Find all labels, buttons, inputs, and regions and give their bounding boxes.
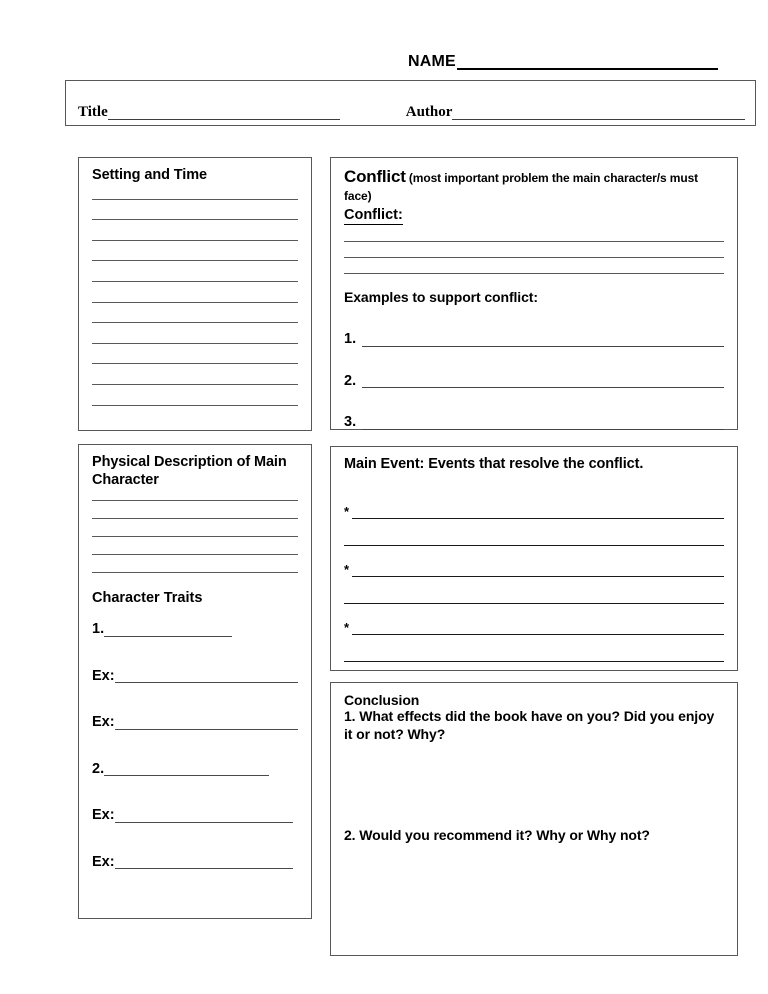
- author-blank-line[interactable]: [452, 108, 745, 120]
- title-author-box: [65, 80, 756, 126]
- writing-line[interactable]: [92, 199, 298, 200]
- writing-line[interactable]: [92, 322, 298, 323]
- writing-line[interactable]: [92, 500, 298, 501]
- main-event-box: [330, 446, 738, 671]
- main-event-lines: [344, 505, 724, 662]
- example-row[interactable]: [344, 332, 724, 347]
- writing-line[interactable]: [92, 281, 298, 282]
- main-event-blank-line[interactable]: [352, 508, 724, 519]
- character-trait-row[interactable]: [92, 808, 298, 823]
- main-event-title: Main Event: Events that resolve the conflict.: [344, 456, 644, 472]
- writing-line[interactable]: [92, 363, 298, 364]
- asterisk-marker: *: [344, 561, 350, 577]
- main-event-row[interactable]: [344, 563, 724, 577]
- setting-and-time-box: [78, 157, 312, 431]
- character-traits-title: Character Traits: [92, 590, 203, 607]
- conflict-subheading: Conflict:: [344, 206, 403, 225]
- physical-description-title: Physical Description of Main Character: [92, 454, 287, 488]
- character-trait-label: Ex:: [92, 853, 115, 870]
- author-label: Author: [405, 104, 453, 120]
- writing-line[interactable]: [344, 257, 724, 258]
- character-trait-label: 1.: [92, 621, 105, 638]
- character-trait-blank-line[interactable]: [115, 672, 298, 683]
- conflict-heading-note: (most important problem the main character/s must face): [344, 171, 699, 204]
- conflict-heading: Conflict: [344, 167, 406, 186]
- example-row[interactable]: [344, 415, 724, 430]
- character-trait-blank-line[interactable]: [115, 858, 293, 869]
- title-label: Title: [78, 104, 108, 120]
- conclusion-question-1: 1. What effects did the book have on you? Did you enjoy it or not? Why?: [344, 708, 715, 742]
- writing-line[interactable]: [92, 260, 298, 261]
- character-trait-label: Ex:: [92, 714, 115, 731]
- writing-line[interactable]: [92, 219, 298, 220]
- writing-line[interactable]: [92, 554, 298, 555]
- character-trait-blank-line[interactable]: [104, 626, 232, 637]
- example-number: 1.: [344, 331, 357, 348]
- main-event-blank-line[interactable]: [352, 624, 724, 635]
- character-trait-row[interactable]: [92, 855, 298, 870]
- writing-line[interactable]: [92, 240, 298, 241]
- writing-line[interactable]: [92, 572, 298, 573]
- asterisk-marker: *: [344, 503, 350, 519]
- character-trait-blank-line[interactable]: [115, 812, 293, 823]
- asterisk-marker: *: [344, 619, 350, 635]
- conclusion-answer-space-2[interactable]: [344, 845, 724, 935]
- main-event-continuation-line[interactable]: [344, 603, 724, 604]
- character-trait-row[interactable]: [92, 715, 298, 730]
- name-label: NAME: [408, 53, 456, 70]
- example-blank-line[interactable]: [362, 337, 724, 347]
- writing-line[interactable]: [92, 536, 298, 537]
- character-trait-label: Ex:: [92, 667, 115, 684]
- character-trait-blank-line[interactable]: [104, 765, 269, 776]
- main-event-continuation-line[interactable]: [344, 545, 724, 546]
- example-number: 3.: [344, 414, 357, 431]
- example-blank-line[interactable]: [362, 420, 724, 430]
- conclusion-question-2: 2. Would you recommend it? Why or Why not?: [344, 827, 650, 843]
- character-traits-list: [92, 622, 298, 869]
- conflict-heading-block: [344, 167, 724, 205]
- examples-label: Examples to support conflict:: [344, 289, 538, 306]
- character-trait-blank-line[interactable]: [115, 719, 298, 730]
- name-blank-line[interactable]: [457, 57, 718, 70]
- writing-line[interactable]: [92, 302, 298, 303]
- conclusion-box: [330, 682, 738, 956]
- example-blank-line[interactable]: [362, 378, 724, 388]
- writing-line[interactable]: [344, 241, 724, 242]
- main-event-continuation-line[interactable]: [344, 661, 724, 662]
- writing-line[interactable]: [344, 273, 724, 274]
- setting-and-time-lines[interactable]: [92, 199, 298, 406]
- physical-description-lines[interactable]: [92, 500, 298, 573]
- writing-line[interactable]: [92, 518, 298, 519]
- name-field[interactable]: [408, 44, 718, 70]
- character-trait-row[interactable]: [92, 622, 298, 637]
- conflict-answer-lines[interactable]: [344, 241, 724, 274]
- character-trait-label: 2.: [92, 760, 105, 777]
- writing-line[interactable]: [92, 384, 298, 385]
- main-event-row[interactable]: [344, 505, 724, 519]
- conflict-examples-list: [344, 332, 724, 430]
- conclusion-answer-space-1[interactable]: [344, 743, 724, 827]
- example-row[interactable]: [344, 374, 724, 389]
- title-blank-line[interactable]: [108, 108, 340, 120]
- conflict-box: [330, 157, 738, 430]
- character-trait-row[interactable]: [92, 762, 298, 777]
- writing-line[interactable]: [92, 405, 298, 406]
- character-trait-row[interactable]: [92, 669, 298, 684]
- writing-line[interactable]: [92, 343, 298, 344]
- main-event-row[interactable]: [344, 621, 724, 635]
- example-number: 2.: [344, 372, 357, 389]
- character-trait-label: Ex:: [92, 807, 115, 824]
- conclusion-title: Conclusion: [344, 692, 420, 708]
- setting-and-time-title: Setting and Time: [92, 167, 207, 183]
- physical-description-box: [78, 444, 312, 919]
- main-event-blank-line[interactable]: [352, 566, 724, 577]
